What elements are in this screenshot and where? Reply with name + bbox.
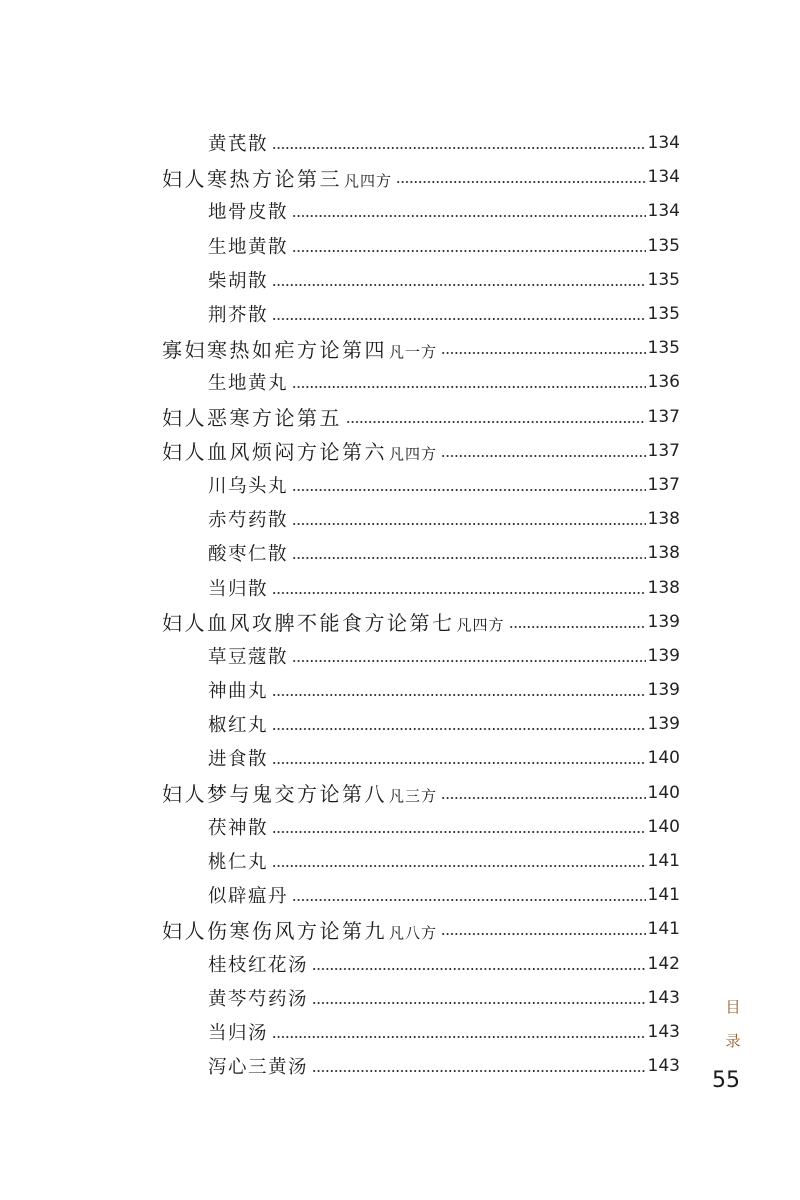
entry-page-number: 135 (647, 235, 680, 256)
toc-section-entry (0, 605, 800, 639)
entry-title-text: 草豆蔻散 (208, 646, 289, 668)
dot-leader (272, 831, 646, 833)
entry-page-number: 143 (647, 987, 680, 1008)
entry-title-text: 黄芩芍药汤 (208, 988, 309, 1010)
entry-page-number: 139 (647, 645, 680, 666)
dot-leader (292, 660, 646, 662)
entry-page-number: 138 (647, 577, 680, 598)
toc-section-entry (0, 331, 800, 365)
toc-section-entry (0, 912, 800, 946)
dot-leader (292, 523, 646, 525)
toc-recipe-entry (0, 947, 800, 981)
toc-section-entry (0, 776, 800, 810)
entry-title (208, 1053, 308, 1079)
toc-recipe-entry (0, 844, 800, 878)
entry-title-text: 妇人伤寒伤风方论第九 (162, 918, 387, 943)
entry-page-number: 137 (647, 440, 680, 461)
entry-page-number: 141 (647, 851, 680, 872)
entry-recipe-count: 凡三方 (389, 787, 438, 806)
entry-title (208, 575, 268, 601)
entry-recipe-count: 凡八方 (389, 923, 438, 942)
dot-leader (312, 1002, 646, 1004)
dot-leader (312, 968, 646, 970)
entry-title (208, 711, 268, 737)
entry-title-text: 椒红丸 (208, 715, 269, 737)
dot-leader (292, 215, 646, 217)
entry-recipe-count: 凡四方 (344, 171, 393, 190)
toc-recipe-entry (0, 229, 800, 263)
entry-title-text: 荆芥散 (208, 305, 269, 327)
entry-title-text: 川乌头丸 (208, 475, 289, 497)
entry-title (162, 334, 437, 363)
entry-title (162, 915, 437, 944)
toc-recipe-entry (0, 468, 800, 502)
entry-page-number: 140 (647, 816, 680, 837)
entry-title-text: 地骨皮散 (208, 202, 289, 224)
toc-recipe-entry (0, 878, 800, 912)
toc-recipe-entry (0, 126, 800, 160)
entry-title (208, 130, 268, 156)
entry-title-text: 柴胡散 (208, 270, 269, 292)
entry-page-number: 135 (647, 304, 680, 325)
dot-leader (292, 899, 646, 901)
entry-title (208, 814, 268, 840)
entry-title-text: 茯神散 (208, 817, 269, 839)
dot-leader (292, 250, 646, 252)
dot-leader (272, 762, 646, 764)
entry-title (162, 607, 505, 636)
dot-leader (312, 1070, 646, 1072)
entry-page-number: 134 (647, 201, 680, 222)
entry-title (208, 301, 268, 327)
entry-page-number: 135 (647, 338, 680, 359)
dot-leader (396, 181, 646, 183)
entry-page-number: 139 (647, 611, 680, 632)
dot-leader (272, 728, 646, 730)
entry-title (208, 267, 268, 293)
toc-recipe-entry (0, 194, 800, 228)
toc-recipe-entry (0, 673, 800, 707)
dot-leader (272, 318, 646, 320)
entry-title-text: 泻心三黄汤 (208, 1057, 309, 1079)
entry-page-number: 137 (647, 406, 680, 427)
entry-title (162, 436, 437, 465)
entry-title (162, 778, 437, 807)
entry-title (208, 198, 288, 224)
dot-leader (272, 284, 646, 286)
toc-recipe-entry (0, 365, 800, 399)
entry-title-text: 妇人梦与鬼交方论第八 (162, 782, 387, 807)
entry-page-number: 142 (647, 953, 680, 974)
entry-page-number: 134 (647, 133, 680, 154)
entry-title (208, 506, 288, 532)
entry-title (208, 677, 268, 703)
entry-page-number: 134 (647, 167, 680, 188)
entry-page-number: 138 (647, 543, 680, 564)
entry-title (208, 540, 288, 566)
entry-page-number: 139 (647, 714, 680, 735)
dot-leader (509, 626, 646, 628)
toc-recipe-entry (0, 707, 800, 741)
entry-title (208, 472, 288, 498)
entry-title (208, 985, 308, 1011)
entry-title (208, 882, 288, 908)
dot-leader (441, 797, 646, 799)
entry-title-text: 黄芪散 (208, 134, 269, 156)
entry-title-text: 赤芍药散 (208, 510, 289, 532)
entry-title (208, 951, 308, 977)
dot-leader (441, 352, 646, 354)
entry-title (208, 1019, 268, 1045)
entry-page-number: 140 (647, 782, 680, 803)
toc-recipe-entry (0, 263, 800, 297)
entry-title-text: 当归散 (208, 578, 269, 600)
entry-title-text: 寡妇寒热如疟方论第四 (162, 337, 387, 362)
entry-page-number: 143 (647, 1056, 680, 1077)
toc-recipe-entry (0, 741, 800, 775)
toc-recipe-entry (0, 639, 800, 673)
toc-recipe-entry (0, 981, 800, 1015)
dot-leader (272, 865, 646, 867)
entry-page-number: 138 (647, 509, 680, 530)
entry-title-text: 酸枣仁散 (208, 544, 289, 566)
entry-recipe-count: 凡一方 (389, 342, 438, 361)
toc-section-entry (0, 400, 800, 434)
table-of-contents (0, 126, 800, 1083)
entry-title-text: 妇人血风攻脾不能食方论第七 (162, 611, 455, 636)
dot-leader (346, 421, 646, 423)
entry-title-text: 当归汤 (208, 1022, 269, 1044)
toc-recipe-entry (0, 1015, 800, 1049)
entry-title-text: 桃仁丸 (208, 852, 269, 874)
toc-section-entry (0, 160, 800, 194)
entry-title (162, 163, 392, 192)
dot-leader (292, 557, 646, 559)
toc-recipe-entry (0, 536, 800, 570)
entry-title-text: 神曲丸 (208, 681, 269, 703)
entry-page-number: 139 (647, 680, 680, 701)
section-label-char: 录 (725, 1032, 741, 1050)
dot-leader (292, 489, 646, 491)
entry-recipe-count: 凡四方 (389, 445, 438, 464)
entry-page-number: 136 (647, 372, 680, 393)
dot-leader (272, 147, 646, 149)
entry-page-number: 135 (647, 269, 680, 290)
entry-title-text: 似辟瘟丹 (208, 886, 289, 908)
section-label-char: 目 (725, 998, 741, 1016)
section-label (723, 990, 743, 1058)
page-number: 55 (712, 1068, 740, 1093)
dot-leader (272, 694, 646, 696)
entry-title-text: 妇人寒热方论第三 (162, 166, 342, 191)
dot-leader (441, 455, 646, 457)
entry-page-number: 141 (647, 885, 680, 906)
toc-recipe-entry (0, 1049, 800, 1083)
dot-leader (272, 1036, 646, 1038)
entry-recipe-count: 凡四方 (456, 616, 505, 635)
entry-title-text: 生地黄丸 (208, 373, 289, 395)
entry-page-number: 137 (647, 474, 680, 495)
toc-recipe-entry (0, 810, 800, 844)
toc-recipe-entry (0, 570, 800, 604)
toc-recipe-entry (0, 502, 800, 536)
dot-leader (272, 592, 646, 594)
entry-title-text: 桂枝红花汤 (208, 954, 309, 976)
entry-title (208, 369, 288, 395)
entry-title-text: 妇人恶寒方论第五 (162, 406, 342, 431)
entry-title (208, 643, 288, 669)
dot-leader (292, 386, 646, 388)
toc-section-entry (0, 434, 800, 468)
entry-title-text: 妇人血风烦闷方论第六 (162, 440, 387, 465)
dot-leader (441, 933, 646, 935)
entry-page-number: 141 (647, 919, 680, 940)
entry-title (208, 745, 268, 771)
entry-title (208, 848, 268, 874)
toc-recipe-entry (0, 297, 800, 331)
entry-title (162, 402, 342, 431)
entry-page-number: 140 (647, 748, 680, 769)
entry-title (208, 233, 288, 259)
entry-title-text: 生地黄散 (208, 236, 289, 258)
entry-title-text: 进食散 (208, 749, 269, 771)
entry-page-number: 143 (647, 1021, 680, 1042)
